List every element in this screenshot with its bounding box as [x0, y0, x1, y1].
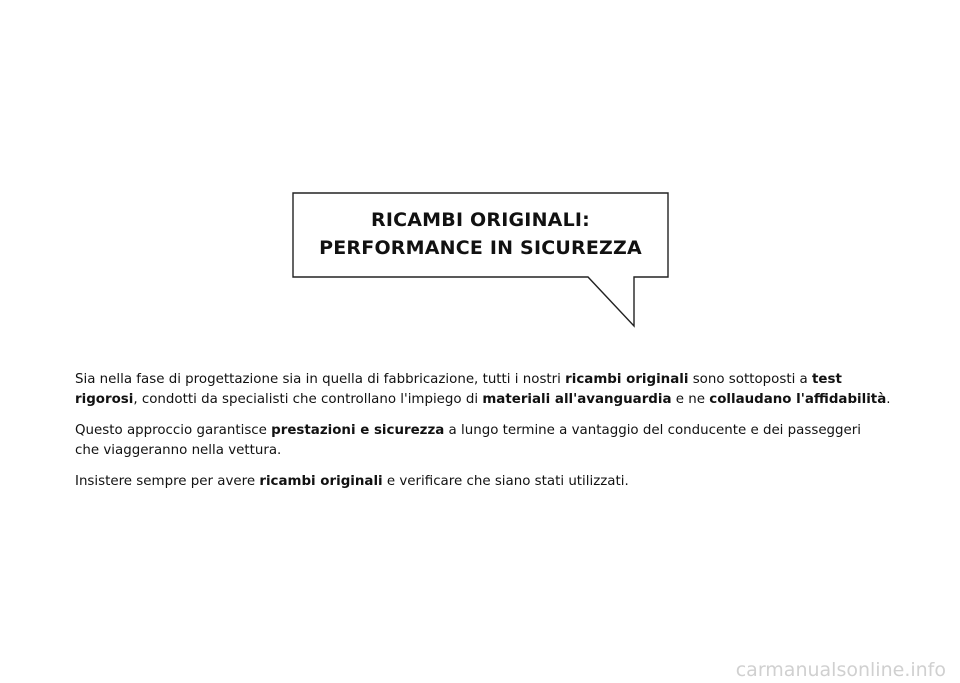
p3-text-1: Insistere sempre per avere: [75, 474, 260, 489]
p1-bold-2: test: [812, 372, 842, 387]
paragraph-1: [75, 370, 915, 410]
p2-text-2: a lungo termine a vantaggio del conducente e dei passeggeri: [444, 423, 862, 438]
p3-bold-1: ricambi originali: [259, 474, 383, 489]
p1-text-4: e ne: [671, 392, 710, 407]
p2-bold-1: prestazioni e sicurezza: [271, 423, 445, 438]
p1-text-2: sono sottoposti a: [688, 372, 813, 387]
p1-bold-4: materiali all'avanguardia: [482, 392, 672, 407]
p1-bold-3: rigorosi: [75, 392, 134, 407]
p1-text-1: Sia nella fase di progettazione sia in quella di fabbricazione, tutti i nostri: [75, 372, 566, 387]
p1-text-3: , condotti da specialisti che controllano l'impiego di: [133, 392, 483, 407]
watermark: carmanualsonline.info: [735, 659, 946, 681]
p2-text-3: che viaggeranno nella vettura.: [75, 443, 282, 458]
p1-bold-1: ricambi originali: [565, 372, 689, 387]
p1-text-5: .: [886, 392, 891, 407]
bubble-title-line-2: PERFORMANCE IN SICUREZZA: [319, 237, 642, 259]
bubble-title: [293, 206, 668, 262]
p1-bold-5: collaudano l'affidabilità: [709, 392, 887, 407]
bubble-title-line-1: RICAMBI ORIGINALI:: [371, 209, 590, 231]
p2-text-1: Questo approccio garantisce: [75, 423, 272, 438]
paragraph-2: [75, 421, 915, 461]
body-text: [75, 370, 915, 503]
p3-text-2: e verificare che siano stati utilizzati.: [382, 474, 629, 489]
paragraph-3: [75, 472, 915, 492]
